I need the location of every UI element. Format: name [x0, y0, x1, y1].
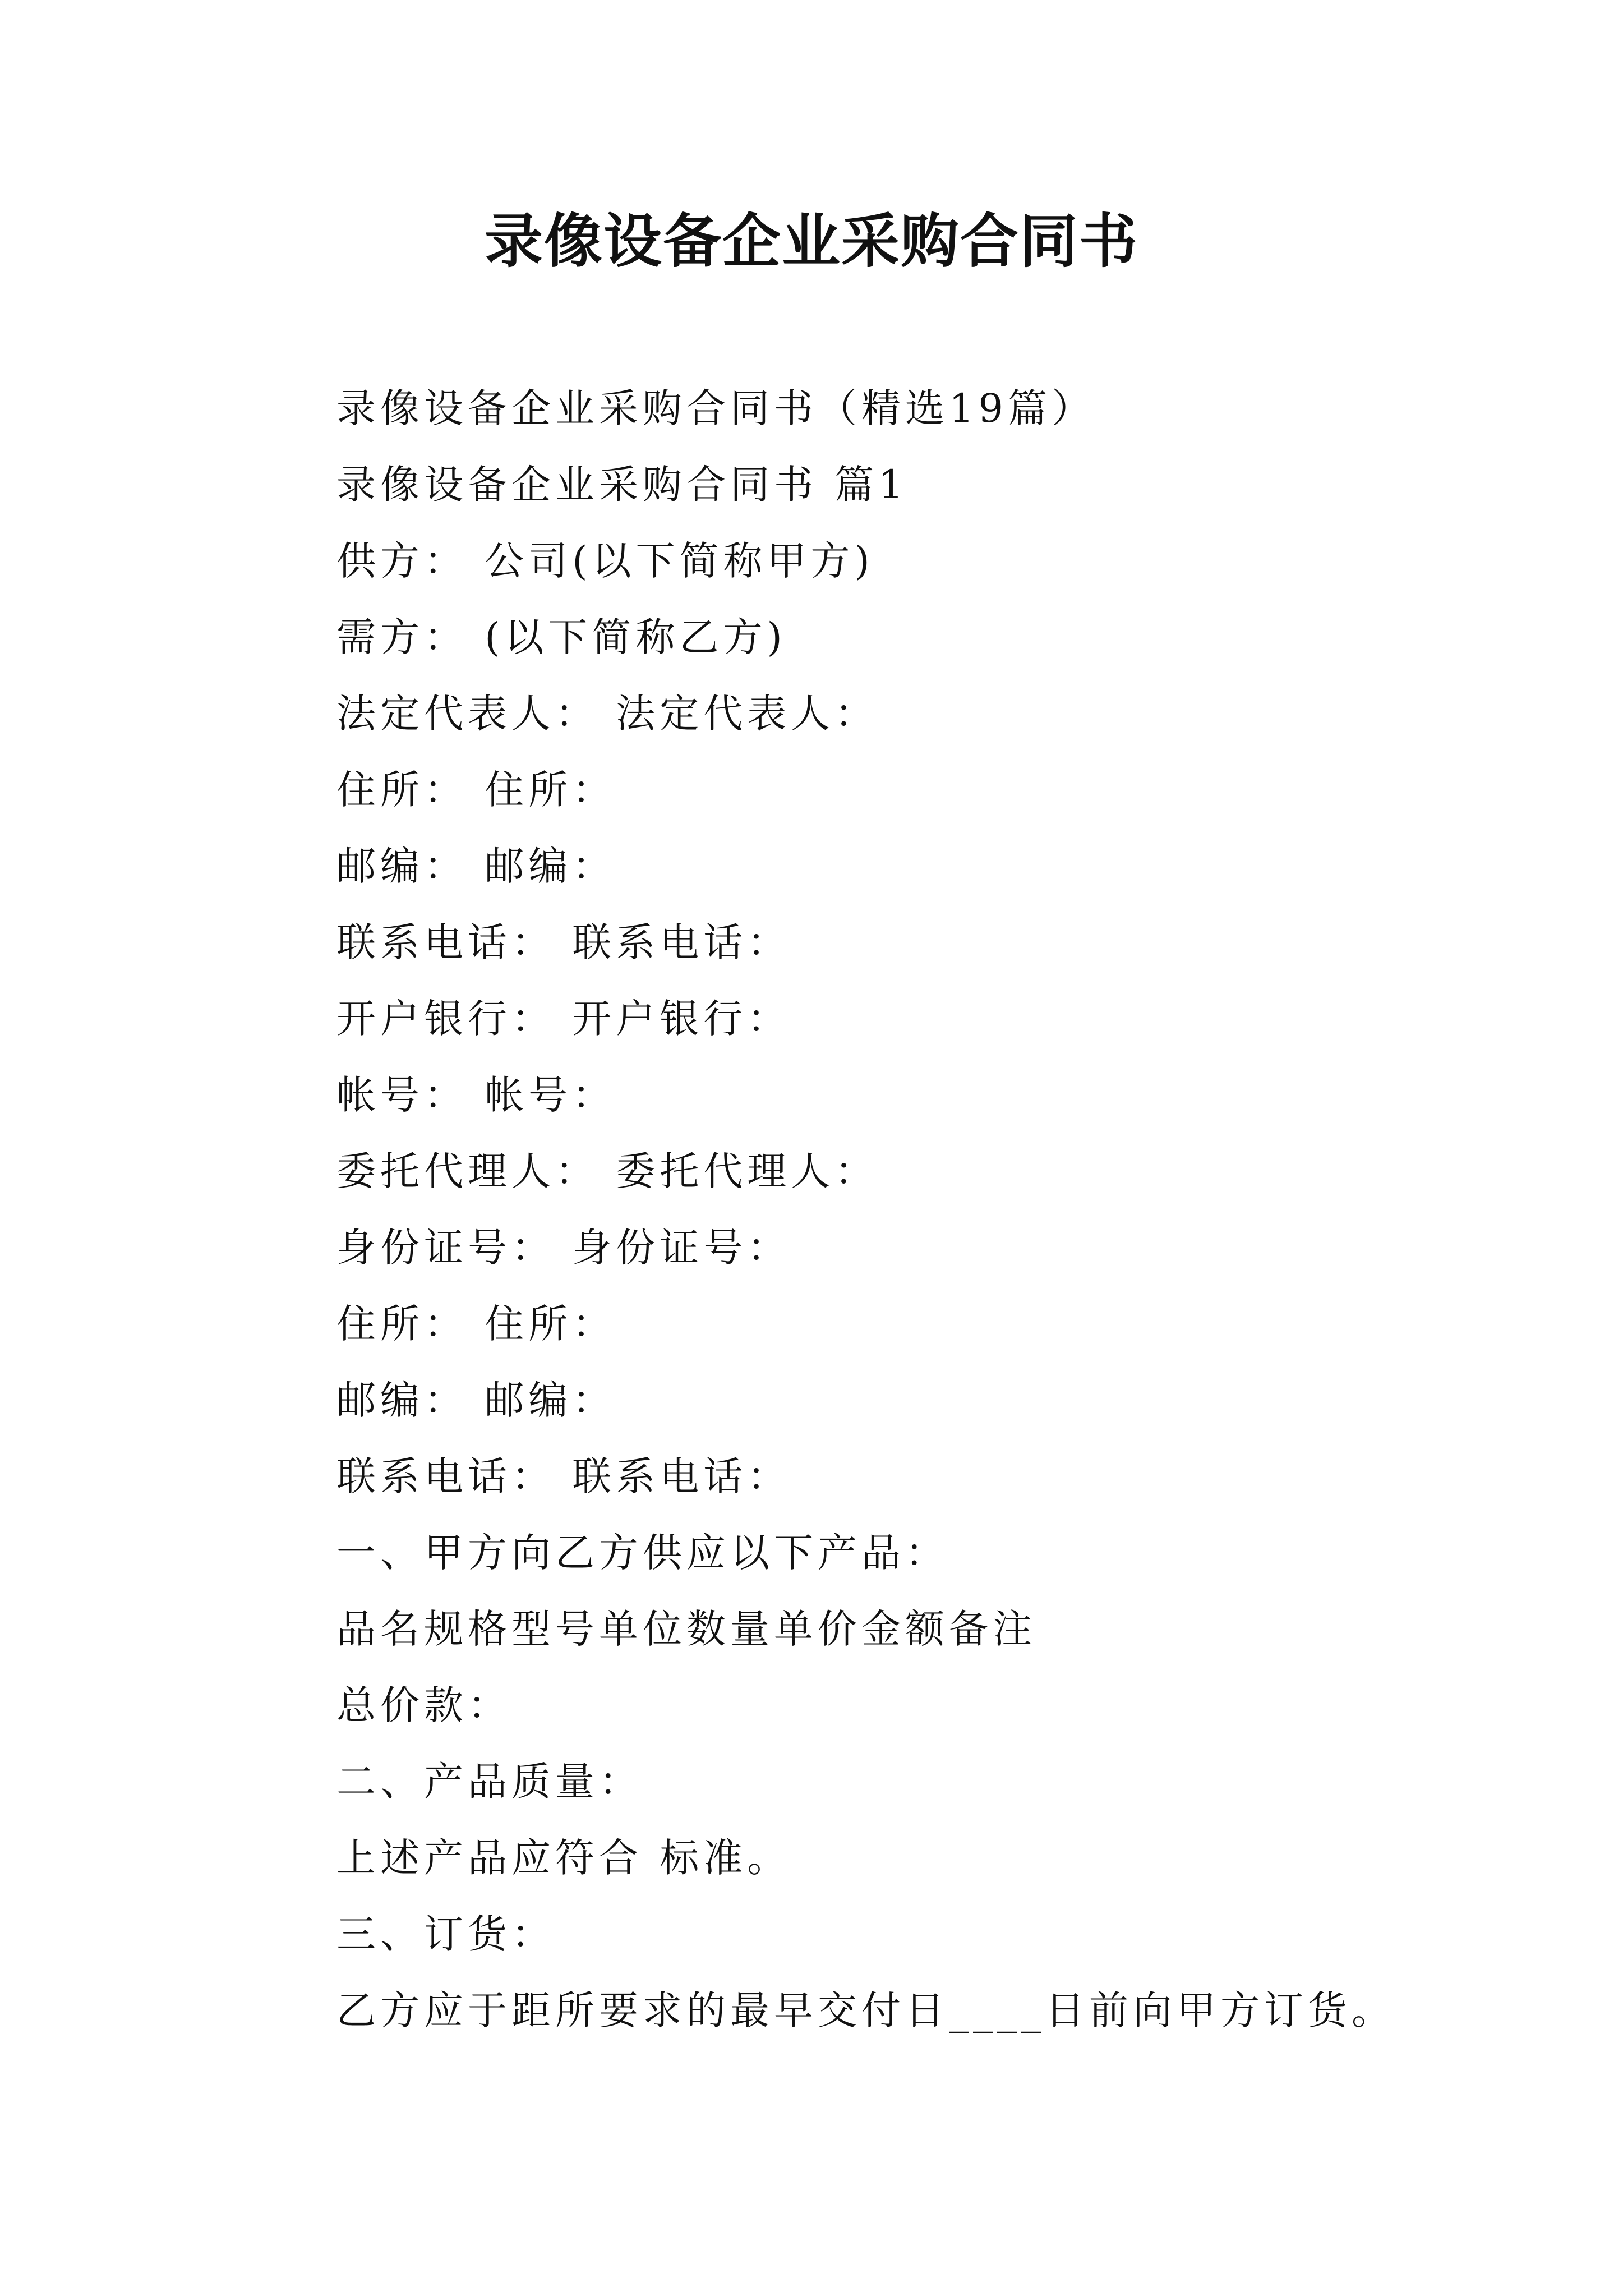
doc-line-buyer: 需方： (以下简称乙方): [336, 614, 787, 660]
doc-line-order-deadline: 乙方应于距所要求的最早交付日____日前向甲方订货。: [336, 1987, 1395, 2033]
doc-line-clause-3: 三、订货：: [336, 1911, 555, 1957]
doc-line-account: 帐号： 帐号：: [336, 1072, 616, 1118]
doc-line-postcode: 邮编： 邮编：: [336, 843, 616, 889]
doc-line-bank: 开户银行： 开户银行：: [336, 996, 791, 1042]
doc-line-subtitle: 录像设备企业采购合同书（精选19篇）: [336, 385, 1096, 431]
doc-line-product-table-header: 品名规格型号单位数量单价金额备注: [336, 1606, 1036, 1652]
doc-line-address-2: 住所： 住所：: [336, 1301, 616, 1347]
doc-line-phone-2: 联系电话： 联系电话：: [336, 1453, 791, 1499]
document-title: 录像设备企业采购合同书: [484, 206, 1138, 275]
doc-line-total-price: 总价款：: [336, 1682, 511, 1728]
doc-line-address: 住所： 住所：: [336, 767, 616, 813]
doc-line-clause-2: 二、产品质量：: [336, 1759, 643, 1805]
doc-line-agent: 委托代理人： 委托代理人：: [336, 1148, 879, 1194]
doc-line-section-heading: 录像设备企业采购合同书 篇1: [336, 462, 908, 508]
doc-line-postcode-2: 邮编： 邮编：: [336, 1377, 616, 1423]
doc-line-phone: 联系电话： 联系电话：: [336, 919, 791, 965]
doc-line-legal-rep: 法定代表人： 法定代表人：: [336, 691, 879, 737]
doc-line-quality-standard: 上述产品应符合 标准。: [336, 1835, 791, 1881]
document-body: [336, 370, 1492, 2049]
doc-line-clause-1: 一、甲方向乙方供应以下产品：: [336, 1530, 949, 1576]
doc-line-supplier: 供方： 公司(以下简称甲方): [336, 538, 874, 584]
doc-line-id-number: 身份证号： 身份证号：: [336, 1225, 791, 1271]
